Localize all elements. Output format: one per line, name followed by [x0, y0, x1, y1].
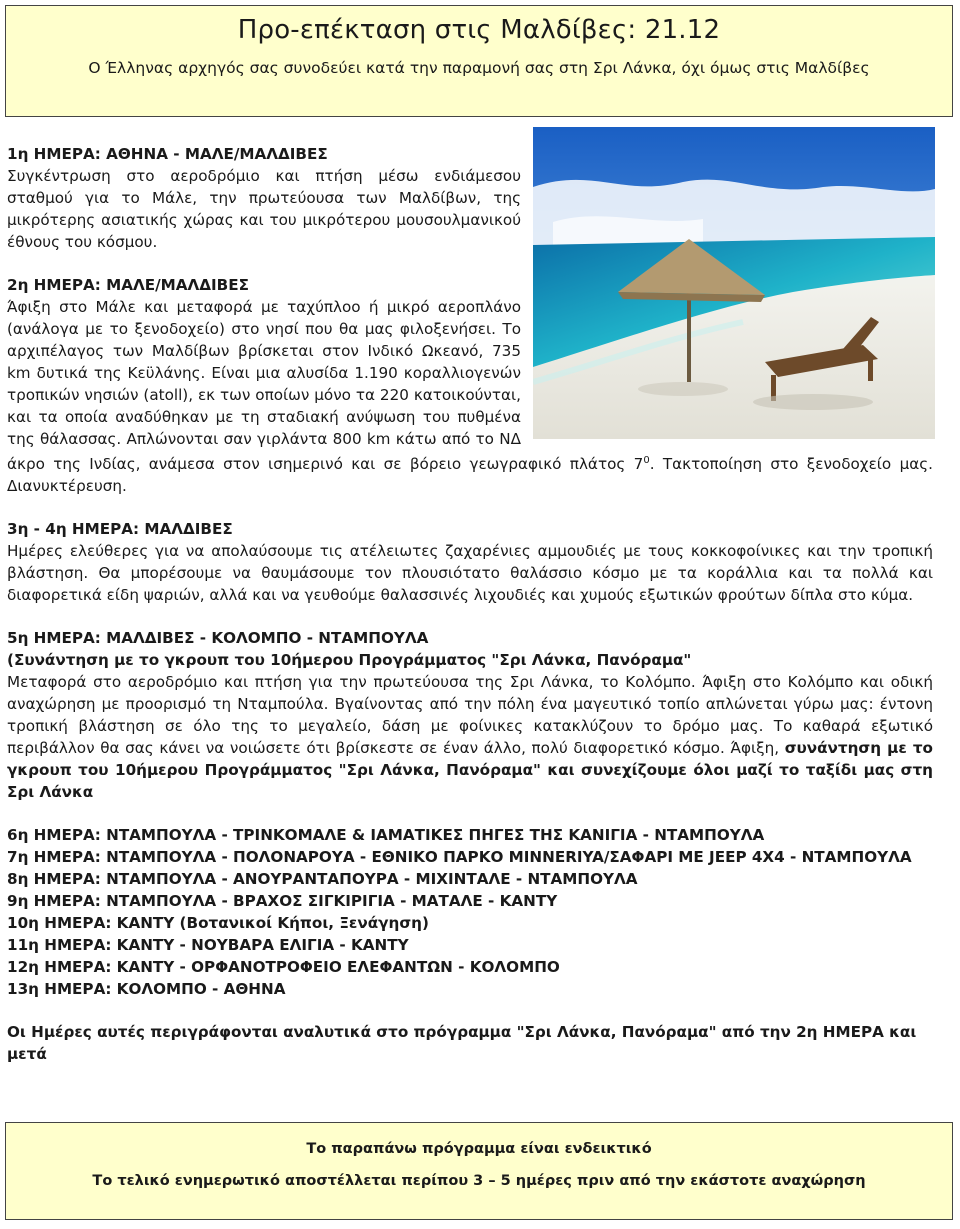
day1-heading: 1η ΗΜΕΡΑ: ΑΘΗΝΑ - ΜΑΛΕ/ΜΑΛΔΙΒΕΣ	[7, 145, 328, 163]
itinerary-day-10: 10η ΗΜΕΡΑ: ΚΑΝΤΥ (Βοτανικοί Κήποι, Ξενάγηση)	[7, 914, 429, 933]
footer-box	[5, 1122, 953, 1220]
day2-text-a: Άφιξη στο Μάλε και μεταφορά με ταχύπλοο ή μικρό αεροπλάνο (ανάλογα με το ξενοδοχείο) στο νησί που θα μας φιλοξενήσει. Το αρχιπέλαγος των Μαλδίβων βρίσκεται στον Ινδικό Ωκεανό, 735 km δυτικά της Κεϋλάνης. Είναι μια αλυσίδα 1.190 κοραλλιογενών τροπικών νησιών (atoll), εκ των οποίων μόνο τα 220 κατοικούνται, και τα οποία αναδύθηκαν με τη σταδιακή ανύψωση του πυθμένα της θάλασσας. Απλώνονται σαν γιρλάντα 800 km κάτω από το ΝΔ άκρο της Ινδίας, ανάμεσα στον ισημερινό και σε βόρειο γεωγραφικό πλάτος 7	[7, 298, 644, 474]
program-note: Οι Ημέρες αυτές περιγράφονται αναλυτικά στο πρόγραμμα "Σρι Λάνκα, Πανόραμα" από την 2η ΗΜΕΡΑ και μετά	[7, 1023, 917, 1064]
page-title: Προ-επέκταση στις Μαλδίβες: 21.12	[237, 15, 721, 45]
itinerary-day-8: 8η ΗΜΕΡΑ: ΝΤΑΜΠΟΥΛΑ - ΑΝΟΥΡΑΝΤΑΠΟΥΡΑ - ΜΙΧΙΝΤΑΛΕ - ΝΤΑΜΠΟΥΛΑ	[7, 870, 638, 889]
header-box	[5, 5, 953, 117]
day5-text	[7, 671, 933, 803]
page-subtitle: Ο Έλληνας αρχηγός σας συνοδεύει κατά την παραμονή σας στη Σρι Λάνκα, όχι όμως στις Μαλδίβες	[88, 59, 870, 77]
day5-heading: 5η ΗΜΕΡΑ: ΜΑΛΔΙΒΕΣ - ΚΟΛΟΜΠΟ - ΝΤΑΜΠΟΥΛΑ	[7, 629, 429, 648]
itinerary-content	[7, 143, 933, 1065]
itinerary-day-13: 13η ΗΜΕΡΑ: ΚΟΛΟΜΠΟ - ΑΘΗΝΑ	[7, 980, 286, 999]
footer-line-1: Το παραπάνω πρόγραμμα είναι ενδεικτικό	[306, 1141, 652, 1157]
day5-text-bold: συνάντηση με το γκρουπ του 10ήμερου Προγράμματος "Σρι Λάνκα, Πανόραμα" και συνεχίζουμε όλοι μαζί το ταξίδι μας στη Σρι Λάνκα	[7, 739, 933, 802]
itinerary-day-11: 11η ΗΜΕΡΑ: ΚΑΝΤΥ - ΝΟΥΒΑΡΑ ΕΛΙΓΙΑ - ΚΑΝΤΥ	[7, 936, 409, 955]
itinerary-day-7: 7η ΗΜΕΡΑ: ΝΤΑΜΠΟΥΛΑ - ΠΟΛΟΝΑΡΟΥΑ - ΕΘΝΙΚΟ ΠΑΡΚΟ MINNERIYA/ΣΑΦΑΡΙ ΜΕ JEEP 4X4 - ΝΤΑΜΠΟΥΛΑ	[7, 848, 912, 867]
itinerary-day-12: 12η ΗΜΕΡΑ: ΚΑΝΤΥ - ΟΡΦΑΝΟΤΡΟΦΕΙΟ ΕΛΕΦΑΝΤΩΝ - ΚΟΛΟΜΠΟ	[7, 958, 560, 977]
day34-heading: 3η - 4η ΗΜΕΡΑ: ΜΑΛΔΙΒΕΣ	[7, 520, 233, 539]
itinerary-day-9: 9η ΗΜΕΡΑ: ΝΤΑΜΠΟΥΛΑ - ΒΡΑΧΟΣ ΣΙΓΚΙΡΙΓΙΑ - ΜΑΤΑΛΕ - ΚΑΝΤΥ	[7, 892, 558, 911]
beach-photo-icon	[533, 127, 935, 439]
day5-subheading: (Συνάντηση με το γκρουπ του 10ήμερου Προγράμματος "Σρι Λάνκα, Πανόραμα"	[7, 651, 692, 670]
footer-line-2: Το τελικό ενημερωτικό αποστέλλεται περίπου 3 – 5 ημέρες πριν από την εκάστοτε αναχώρηση	[92, 1173, 866, 1189]
itinerary-day-6: 6η ΗΜΕΡΑ: ΝΤΑΜΠΟΥΛΑ - ΤΡΙΝΚΟΜΑΛΕ & ΙΑΜΑΤΙΚΕΣ ΠΗΓΕΣ ΤΗΣ ΚΑΝΙΓΙΑ - ΝΤΑΜΠΟΥΛΑ	[7, 826, 765, 845]
beach-photo	[533, 127, 935, 439]
day34-text: Ημέρες ελεύθερες για να απολαύσουμε τις ατέλειωτες ζαχαρένιες αμμουδιές με τους κοκκοφοίνικες και την τροπική βλάστηση. Θα μπορέσουμε να θαυμάσουμε τον πλουσιότατο θαλάσσιο κόσμο με τα κοράλλια και τα πολλά και διαφορετικά είδη ψαριών, αλλά και να γευθούμε θαλασσινές λιχουδιές και χυμούς εξωτικών φρούτων δίπλα στο κύμα.	[7, 542, 933, 605]
day2-text-b: . Τακτοποίηση στο ξενοδοχείο μας. Διανυκτέρευση.	[7, 455, 933, 496]
day5-text-plain: Μεταφορά στο αεροδρόμιο και πτήση για την πρωτεύουσα της Σρι Λάνκα, το Κολόμπο. Άφιξη στο Κολόμπο και οδική αναχώρηση με προορισμό τη Νταμπούλα. Βγαίνοντας από την πόλη ένα μαγευτικό τοπίο απλώνεται γύρω μας: έντονη τροπική βλάστηση σε όλο της το μεγαλείο, δάση με φοίνικες κατακλύζουν το δρόμο μας. Το καθαρά εξωτικό περιβάλλον θα σας κάνει να νοιώσετε ότι βρίσκεστε σε έναν άλλο, πολύ διαφορετικό κόσμο. Άφιξη,	[7, 673, 933, 758]
degree-sup: 0	[643, 455, 650, 466]
day1-text: Συγκέντρωση στο αεροδρόμιο και πτήση μέσω ενδιάμεσου σταθμού για το Μάλε, την πρωτεύουσα των Μαλδίβων, της μικρότερης ασιατικής χώρας και του μικρότερου μουσουλμανικού έθνους του κόσμου.	[7, 167, 521, 251]
day2-heading: 2η ΗΜΕΡΑ: ΜΑΛΕ/ΜΑΛΔΙΒΕΣ	[7, 276, 250, 294]
